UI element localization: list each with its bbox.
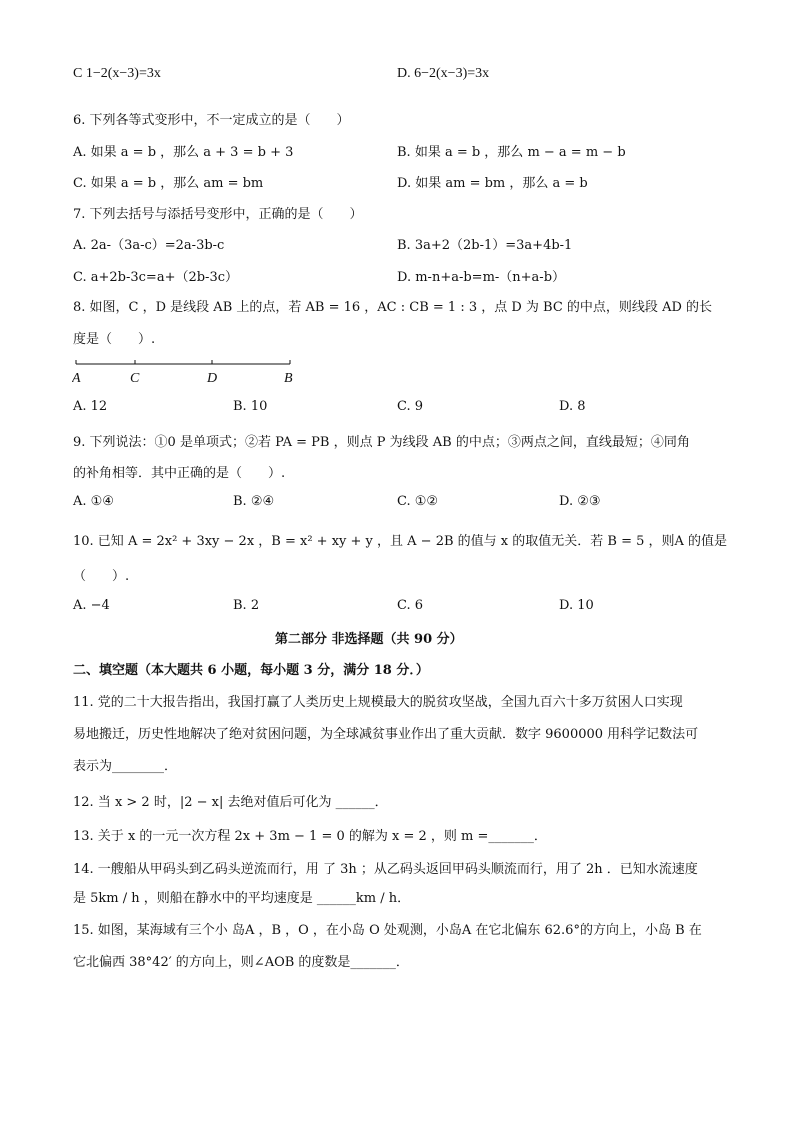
- point-label-c: C: [130, 371, 140, 386]
- text-line-q11l3: 表示为________．: [73, 759, 178, 774]
- text-line-q6b: B. 如果 a = b ，那么 m − a = m − b: [397, 145, 626, 160]
- text-line-part2: 第二部分 非选择题（共 90 分）: [275, 632, 463, 647]
- text-line-q15l2: 它北偏西 38°42′ 的方向上，则∠AOB 的度数是_______．: [73, 955, 409, 970]
- text-line-q7c: C. a+2b-3c=a+（2b-3c）: [73, 270, 239, 285]
- text-line-q8c: C. 9: [397, 399, 424, 414]
- text-line-q14l2: 是 5km / h ，则船在静水中的平均速度是 ______km / h．: [73, 891, 411, 906]
- text-line-q7a: A. 2a-（3a-c）=2a-3b-c: [73, 238, 225, 253]
- text-line-q10b: B. 2: [233, 598, 260, 613]
- segment-figure: [72, 356, 302, 390]
- text-line-q10l1: 10. 已知 A = 2x² + 3xy − 2x ，B = x² + xy + y ，且 A − 2B 的值与 x 的取值无关．若 B = 5 ，则A 的值是: [73, 534, 728, 549]
- point-label-b: B: [284, 371, 293, 386]
- text-line-q8a: A. 12: [73, 399, 108, 414]
- text-line-q6: 6. 下列各等式变形中，不一定成立的是（ ）: [73, 113, 350, 128]
- text-line-q6a: A. 如果 a = b ，那么 a + 3 = b + 3: [73, 145, 294, 160]
- text-line-q9b: B. ②④: [233, 494, 275, 509]
- text-line-q8l2: 度是（ ）.: [73, 332, 156, 347]
- text-line-q5c: C 1−2(x−3)=3x: [73, 66, 161, 81]
- text-line-q7: 7. 下列去括号与添括号变形中，正确的是（ ）: [73, 207, 363, 222]
- text-line-q10d: D. 10: [559, 598, 594, 613]
- text-line-sec2: 二、填空题（本大题共 6 小题，每小题 3 分，满分 18 分．）: [73, 663, 429, 678]
- text-line-q9l2: 的补角相等．其中正确的是（ ）.: [73, 466, 286, 481]
- text-line-q9a: A. ①④: [73, 494, 114, 509]
- text-line-q11l1: 11. 党的二十大报告指出，我国打赢了人类历史上规模最大的脱贫攻坚战，全国九百六十多万贫困人口实现: [73, 695, 683, 710]
- text-line-q15l1: 15. 如图，某海域有三个小 岛A ，B ，O ，在小岛 O 处观测，小岛A 在它北偏东 62.6°的方向上，小岛 B 在: [73, 923, 702, 938]
- text-line-q9d: D. ②③: [559, 494, 601, 509]
- text-line-q10c: C. 6: [397, 598, 424, 613]
- text-line-q11l2: 易地搬迁，历史性地解决了绝对贫困问题，为全球减贫事业作出了重大贡献．数字 9600000 用科学记数法可: [73, 727, 699, 742]
- text-line-q5d: D. 6−2(x−3)=3x: [397, 66, 490, 81]
- text-line-q9l1: 9. 下列说法：①0 是单项式；②若 PA = PB ，则点 P 为线段 AB 的中点；③两点之间，直线最短；④同角: [73, 435, 690, 450]
- text-line-q14l1: 14. 一艘船从甲码头到乙码头逆流而行，用 了 3h ；从乙码头返回甲码头顺流而行，用了 2h ．已知水流速度: [73, 862, 698, 877]
- point-label-a: A: [72, 371, 81, 386]
- text-line-q8b: B. 10: [233, 399, 268, 414]
- text-line-q6c: C. 如果 a = b ，那么 am = bm: [73, 176, 264, 191]
- text-line-q9c: C. ①②: [397, 494, 439, 509]
- text-line-q10a: A. −4: [73, 598, 110, 613]
- point-label-d: D: [207, 371, 218, 386]
- text-line-q7b: B. 3a+2（2b-1）=3a+4b-1: [397, 238, 573, 253]
- text-line-q8d: D. 8: [559, 399, 586, 414]
- text-line-q10l2: （ ）.: [73, 569, 130, 584]
- text-line-q7d: D. m-n+a-b=m-（n+a-b）: [397, 270, 566, 285]
- text-line-q12: 12. 当 x > 2 时，|2 − x| 去绝对值后可化为 ______．: [73, 795, 388, 810]
- text-line-q6d: D. 如果 am = bm ，那么 a = b: [397, 176, 588, 191]
- text-line-q8l1: 8. 如图，C ，D 是线段 AB 上的点，若 AB = 16 ，AC : CB = 1 : 3 ，点 D 为 BC 的中点，则线段 AD 的长: [73, 300, 713, 315]
- text-line-q13: 13. 关于 x 的一元一次方程 2x + 3m − 1 = 0 的解为 x = 2 ，则 m =_______．: [73, 829, 547, 844]
